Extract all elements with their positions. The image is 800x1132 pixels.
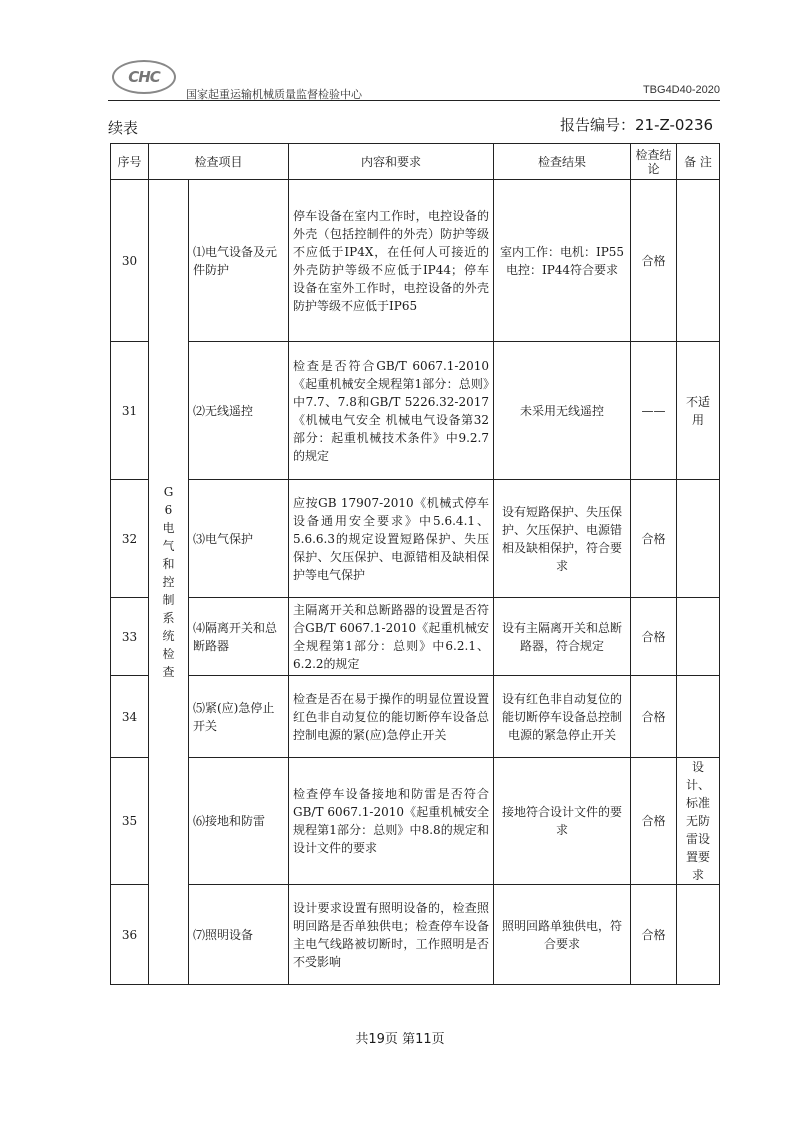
row-remark: 不适用 [677,342,720,480]
table-row [111,480,720,598]
row-number: 36 [111,885,149,985]
logo-text: CHC [128,68,160,86]
header-seq: 序号 [111,144,149,180]
organization-logo [112,60,176,94]
table-row [111,180,720,342]
row-result: 设有主隔离开关和总断路器，符合规定 [494,598,631,676]
row-remark [677,480,720,598]
header-conclusion: 检查结论 [631,144,677,180]
row-content: 主隔离开关和总断路器的设置是否符合GB/T 6067.1-2010《起重机械安全规程第1部分：总则》中6.2.1、6.2.2的规定 [289,598,494,676]
header-divider [108,100,720,101]
row-result: 接地符合设计文件的要求 [494,758,631,885]
row-remark [677,180,720,342]
row-conclusion: 合格 [631,180,677,342]
table-row [111,342,720,480]
organization-name: 国家起重运输机械质量监督检验中心 [186,88,362,101]
header-item: 检查项目 [149,144,289,180]
row-number: 32 [111,480,149,598]
row-conclusion: 合格 [631,676,677,758]
table-row [111,598,720,676]
row-item: ⑶电气保护 [189,480,289,598]
category-cell [149,180,189,985]
row-item: ⑵无线遥控 [189,342,289,480]
category-label: G6电气和控制系统检查 [162,485,175,679]
row-number: 31 [111,342,149,480]
row-item: ⑹接地和防雷 [189,758,289,885]
page-header [108,58,720,104]
row-conclusion: 合格 [631,885,677,985]
row-remark [677,885,720,985]
table-row [111,885,720,985]
row-item: ⑸紧(应)急停止开关 [189,676,289,758]
header-content: 内容和要求 [289,144,494,180]
continued-label: 续表 [108,119,139,137]
row-item: ⑴电气设备及元件防护 [189,180,289,342]
row-result: 室内工作：电机：IP55电控：IP44符合要求 [494,180,631,342]
row-result: 设有短路保护、失压保护、欠压保护、电源错相及缺相保护，符合要求 [494,480,631,598]
inspection-table [110,143,720,985]
row-number: 34 [111,676,149,758]
row-conclusion: 合格 [631,480,677,598]
row-number: 33 [111,598,149,676]
row-result: 设有红色非自动复位的能切断停车设备总控制电源的紧急停止开关 [494,676,631,758]
row-number: 35 [111,758,149,885]
row-item: ⑺照明设备 [189,885,289,985]
document-id: TBG4D40-2020 [642,84,720,96]
row-remark: 设计、标准无防雷设置要求 [677,758,720,885]
table-row [111,676,720,758]
row-result: 照明回路单独供电，符合要求 [494,885,631,985]
row-content: 检查是否在易于操作的明显位置设置红色非自动复位的能切断停车设备总控制电源的紧(应)急停止开关 [289,676,494,758]
row-conclusion: 合格 [631,758,677,885]
row-content: 停车设备在室内工作时，电控设备的外壳（包括控制件的外壳）防护等级不应低于IP4X，在任何人可接近的外壳防护等级不应低于IP44；停车设备在室外工作时，电控设备的外壳防护等级不应低于IP65 [289,180,494,342]
row-content: 应按GB 17907-2010《机械式停车设备通用安全要求》中5.6.4.1、5.6.6.3的规定设置短路保护、失压保护、欠压保护、电源错相及缺相保护等电气保护 [289,480,494,598]
row-remark [677,676,720,758]
row-content: 设计要求设置有照明设备的，检查照明回路是否单独供电；检查停车设备主电气线路被切断时，工作照明是否不受影响 [289,885,494,985]
row-content: 检查是否符合GB/T 6067.1-2010《起重机械安全规程第1部分：总则》中7.7、7.8和GB/T 5226.32-2017《机械电气安全 机械电气设备第32部分：起重机械技术条件》中9.2.7的规定 [289,342,494,480]
table-row [111,758,720,885]
table-header-row [111,144,720,180]
row-remark [677,598,720,676]
row-number: 30 [111,180,149,342]
row-conclusion: 合格 [631,598,677,676]
row-result: 未采用无线遥控 [494,342,631,480]
header-remark: 备 注 [677,144,720,180]
header-result: 检查结果 [494,144,631,180]
page-footer: 共19页 第11页 [355,1032,445,1047]
row-conclusion: —— [631,342,677,480]
report-number: 报告编号：21-Z-0236 [560,116,714,134]
row-item: ⑷隔离开关和总断路器 [189,598,289,676]
row-content: 检查停车设备接地和防雷是否符合GB/T 6067.1-2010《起重机械安全规程第1部分：总则》中8.8的规定和设计文件的要求 [289,758,494,885]
